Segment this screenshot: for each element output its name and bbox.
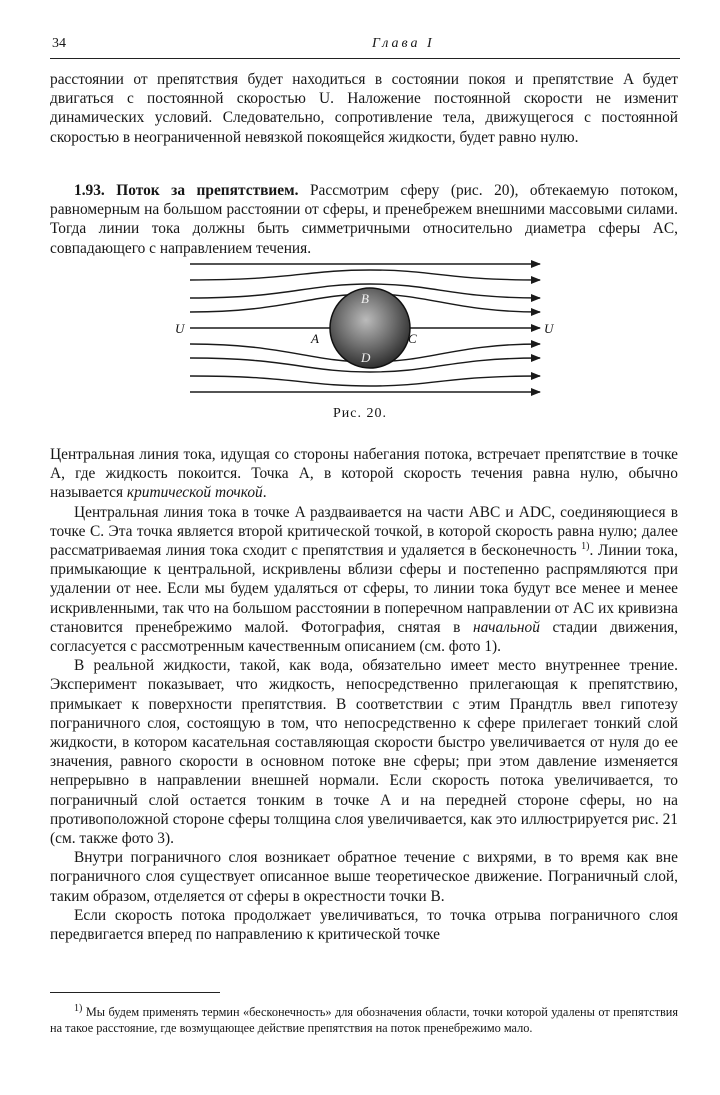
figure-label-c: C: [408, 331, 417, 346]
running-head: Глава I: [372, 36, 435, 51]
footnote-mark: 1): [74, 1002, 83, 1014]
paragraph-text: . Линии тока, примыкающие к центральной, искривлены вблизи сферы и постепенно распрямляются при удалении от нее. Если мы будем удаляться от сферы, то линии тока будут все менее и менее искривленными, так что на большом расстоянии в поперечном направлении от AC их кривизна становится пренебрежимо малой. Фотография, снятая в: [50, 542, 678, 636]
streamline: [190, 270, 540, 280]
figure-label-a: A: [311, 331, 319, 346]
paragraph-boundary-layer: Внутри пограничного слоя возникает обратное течение с вихрями, в то время как вне пограничного слоя существует описанное выше теоретическое движение. Пограничный слой, таким образом, отделяется от сферы в окрестности точки B.: [50, 849, 678, 905]
emphasis-critical-point: критической точкой: [126, 484, 263, 502]
footnote-paragraph: [50, 1004, 678, 1036]
figure-caption: Рис. 20.: [333, 406, 387, 421]
footnote-rule: [50, 992, 220, 993]
section-text: Рассмотрим сферу (рис. 20), обтекаемую потоком, равномерным на большом расстоянии от сферы, и пренебрежем внешними массовыми силами. Тогда линии тока должны быть симметричными относительно диаметра сферы AC, совпадающего с направлением течения.: [50, 182, 678, 257]
streamline: [190, 376, 540, 386]
intro-text: расстоянии от препятствия будет находиться в состоянии покоя и препятствие A будет двигаться с постоянной скоростью U. Наложение постоянной скорости не изменит динамических условий. Следовательно, сопротивление тела, движущегося с постоянной скоростью в неограниченной невязкой покоящейся жидкости, будет равно нулю.: [50, 71, 678, 146]
paragraph-text: .: [262, 484, 267, 502]
paragraph-text: Центральная линия тока, идущая со стороны набегания потока, встречает препятствие в точке A, где жидкость покоится. Точка A, в которой скорость течения равна нулю, обычно называется: [50, 446, 678, 502]
emphasis-initial: начальной: [473, 618, 540, 636]
paragraph-separation: Если скорость потока продолжает увеличиваться, то точка отрыва пограничного слоя передвигается вперед по направлению к критической точке: [50, 906, 678, 944]
page-header: [52, 36, 678, 56]
intro-paragraph: [50, 70, 678, 147]
header-rule: [50, 58, 680, 59]
paragraph-critical-point: [50, 445, 678, 503]
page-number: 34: [52, 36, 66, 51]
section-1-93: [50, 181, 678, 258]
figure-label-d: D: [361, 350, 371, 365]
paragraph-text: Центральная линия тока в точке A раздваивается на части ABC и ADC, соединяющиеся в точке C. Эта точка является второй критической точкой, в которой скорость равна нулю; далее рассматриваемая линия тока сходит с препятствия и удаляется в бесконечность: [50, 503, 678, 560]
section-title: Поток за препятствием.: [116, 182, 299, 199]
figure-label-u-right: U: [544, 321, 554, 336]
footnote-text: Мы будем применять термин «бесконечность» для обозначения области, точки которой удалены от препятствия на такое расстояние, где возмущающее действие препятствия на поток пренебрежимо мало.: [50, 1005, 678, 1035]
footnote: [50, 1004, 678, 1036]
figure-label-b: B: [361, 291, 369, 306]
footnote-reference[interactable]: 1): [581, 540, 590, 552]
paragraph-real-fluid: В реальной жидкости, такой, как вода, обязательно имеет место внутреннее трение. Эксперимент показывает, что жидкость, непосредственно прилегающая к препятствию, примыкает к поверхности препятствия. В соответствии с этим Прандтль ввел гипотезу пограничного слоя, состоящую в том, что непосредственно к сфере прилегает тонкий слой жидкости, в котором касательная составляющая скорости быстро увеличивается от нуля до ее значения, равного скорости в основном потоке вне сферы; при этом давление изменяется непрерывно в направлении внешней нормали. Если скорость потока увеличивается, то пограничный слой остается тонким в точке A и на передней стороне сферы, но на противоположной стороне сферы толщина слоя увеличивается, как это иллюстрируется рис. 21 (см. также фото 3).: [50, 657, 678, 848]
paragraph-central-streamline: [50, 503, 678, 657]
figure-label-u-left: U: [175, 321, 185, 336]
section-paragraph: [50, 181, 678, 258]
figure-20: [175, 258, 555, 408]
body-text: [50, 445, 678, 944]
paragraph-text: стадии движения, согласуется с рассмотренным качественным описанием (см. фото 1).: [50, 618, 678, 656]
section-number: 1.93.: [74, 182, 105, 199]
